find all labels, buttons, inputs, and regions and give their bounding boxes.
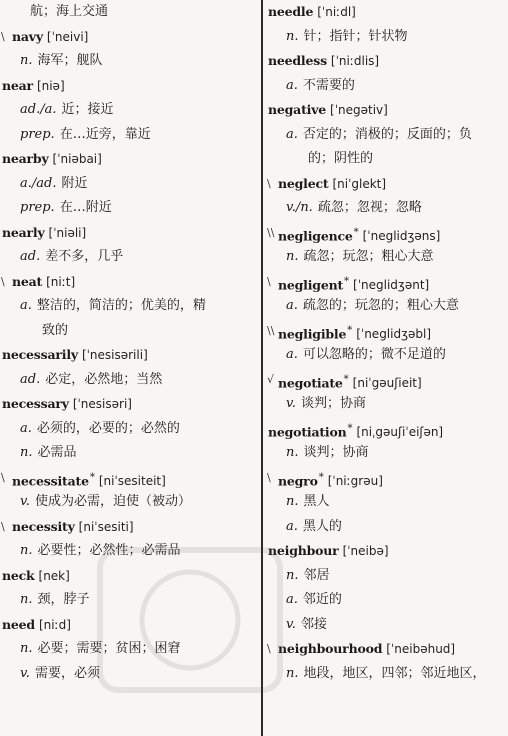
entry-headword-line — [2, 221, 260, 246]
definition-line — [268, 294, 506, 319]
definition-text: 在…附近 — [59, 200, 112, 215]
part-of-speech: a. — [286, 518, 298, 534]
pronunciation: [nek] — [38, 568, 70, 583]
headword: necessity — [12, 518, 75, 534]
check-mark: \ — [1, 274, 5, 288]
check-mark: √ — [267, 372, 275, 386]
part-of-speech: n. — [20, 445, 33, 460]
entry-headword-line — [268, 221, 506, 246]
entry-headword-line — [2, 270, 260, 295]
pronunciation: [ˈneglidʒənt] — [353, 277, 430, 292]
definition-text: 可以忽略的；微不足道的 — [302, 347, 446, 362]
star-mark: * — [353, 226, 359, 238]
definition-line — [2, 637, 260, 662]
star-mark: * — [347, 422, 353, 434]
part-of-speech: a. — [286, 77, 298, 93]
star-mark: * — [347, 324, 353, 336]
star-mark: * — [89, 471, 95, 483]
entry-headword-line — [268, 98, 506, 123]
definition-line — [2, 539, 260, 564]
headword: needle — [268, 4, 314, 19]
definition-text: 疏忽；玩忽；粗心大意 — [303, 249, 434, 264]
part-of-speech: n. — [20, 543, 33, 558]
definition-line — [2, 294, 260, 319]
entry-headword-line — [2, 564, 260, 589]
part-of-speech: a./ad. — [20, 175, 57, 191]
definition-line — [268, 515, 506, 540]
part-of-speech: a. — [286, 298, 298, 313]
check-mark: \ — [267, 642, 271, 655]
definition-text: 必要性；必然性；必需品 — [37, 543, 181, 558]
definition-text: 疏忽的；玩忽的；粗心大意 — [302, 298, 459, 313]
definition-line — [2, 98, 260, 123]
entry-headword-line — [2, 466, 260, 491]
part-of-speech: a. — [286, 126, 298, 142]
definition-text: 在…近旁，靠近 — [59, 126, 151, 142]
definition-line — [268, 196, 506, 221]
definition-line — [2, 490, 260, 515]
headword: need — [2, 616, 35, 632]
left-column — [2, 0, 260, 686]
definition-line — [2, 245, 260, 270]
definition-text: 谈判；协商 — [303, 445, 369, 460]
definition-text: 整洁的，简洁的；优美的，精 — [36, 298, 206, 313]
column-divider — [261, 0, 263, 736]
headword: neglect — [278, 175, 329, 191]
part-of-speech: ad. — [20, 371, 41, 387]
definition-line — [268, 613, 506, 638]
pronunciation: [ˈniːgrəu] — [327, 473, 383, 488]
definition-text: 疏忽；忽视；忽略 — [317, 200, 422, 215]
part-of-speech: n. — [20, 641, 33, 656]
part-of-speech: v. — [286, 396, 296, 411]
definition-line — [2, 172, 260, 197]
definition-text: 邻居 — [303, 567, 330, 583]
entry-headword-line — [268, 0, 506, 25]
pronunciation: [niˈgəuʃieit] — [352, 375, 422, 390]
pronunciation: [niˈsesiti] — [78, 519, 134, 534]
headword: neighbour — [268, 543, 339, 558]
definition-text: 必需品 — [37, 445, 77, 460]
definition-text: 附近 — [61, 175, 88, 191]
definition-line — [268, 74, 506, 99]
headword: nearby — [2, 151, 49, 166]
headword: negligence — [278, 227, 353, 243]
part-of-speech: prep. — [20, 200, 55, 215]
headword: neighbourhood — [278, 641, 383, 656]
definition-text: 海军；舰队 — [37, 53, 103, 68]
pronunciation: [ˈniəbai] — [52, 152, 102, 166]
pronunciation: [niə] — [36, 78, 65, 93]
part-of-speech: v. — [20, 665, 30, 681]
definition-continuation: 致的 — [42, 322, 69, 338]
check-mark: \\ — [267, 323, 275, 337]
entry-headword-line — [2, 147, 260, 172]
entry-headword-line — [268, 49, 506, 74]
part-of-speech: n. — [20, 53, 33, 68]
entry-headword-line — [2, 392, 260, 417]
pronunciation: [niˈsesiteit] — [98, 473, 166, 488]
definition-text: 差不多，几乎 — [45, 249, 124, 264]
part-of-speech: v. — [286, 616, 296, 632]
headword: neat — [12, 273, 43, 289]
entry-headword-line — [2, 613, 260, 638]
star-mark: * — [344, 275, 350, 287]
definition-line — [268, 441, 506, 466]
part-of-speech: v./n. — [286, 200, 313, 215]
definition-text: 地段，地区，四邻；邻近地区， — [303, 665, 486, 681]
entry-headword-line — [268, 270, 506, 295]
entry-headword-line — [268, 172, 506, 197]
entry-headword-line — [2, 25, 260, 50]
definition-line — [268, 662, 506, 687]
entry-headword-line — [268, 637, 506, 662]
entry-headword-line — [2, 74, 260, 99]
headword: nearly — [2, 224, 45, 240]
part-of-speech: v. — [20, 494, 30, 509]
definition-text: 针；指针；针状物 — [303, 28, 408, 44]
headword: necessary — [2, 396, 69, 411]
pronunciation: [ˈniːdlis] — [330, 54, 380, 68]
part-of-speech: n. — [286, 494, 299, 509]
part-of-speech: n. — [286, 445, 299, 460]
definition-line — [268, 392, 506, 417]
part-of-speech: a. — [286, 592, 298, 607]
definition-text: 必要；需要；贫困；困窘 — [37, 641, 181, 656]
pronunciation: [ˈneibəhud] — [386, 642, 456, 656]
definition-line — [2, 123, 260, 148]
definition-line — [2, 588, 260, 613]
check-mark: \ — [1, 519, 5, 533]
pronunciation: [ˈneibə] — [342, 544, 389, 558]
definition-text: 近；接近 — [61, 102, 114, 117]
check-mark: \ — [267, 176, 271, 190]
star-mark: * — [343, 373, 349, 385]
part-of-speech: a. — [20, 420, 32, 436]
pronunciation: [ˈneglidʒəns] — [362, 228, 441, 243]
definition-line — [268, 343, 506, 368]
definition-line — [268, 25, 506, 50]
headword: negative — [268, 102, 327, 117]
headword: necessarily — [2, 347, 78, 362]
definition-text: 黑人的 — [302, 518, 342, 534]
check-mark: \ — [1, 470, 5, 484]
check-mark: \ — [267, 274, 271, 288]
definition-text: 颈，脖子 — [37, 592, 90, 607]
definition-text: 黑人 — [303, 494, 330, 509]
definition-continuation: 的；阴性的 — [308, 151, 374, 166]
part-of-speech: ad./a. — [20, 102, 57, 117]
definition-line — [2, 49, 260, 74]
entry-headword-line — [268, 417, 506, 442]
pronunciation: [niˌgəuʃiˈeiʃən] — [356, 424, 444, 439]
headword: negro — [278, 472, 318, 488]
definition-text: 必定，必然地；当然 — [45, 371, 163, 387]
pronunciation: [niːd] — [38, 617, 71, 632]
entry-headword-line — [2, 515, 260, 540]
definition-text: 不需要的 — [302, 77, 355, 93]
part-of-speech: n. — [286, 665, 299, 681]
headword: neck — [2, 567, 35, 583]
pronunciation: [niːt] — [46, 274, 76, 289]
entry-headword-line — [268, 466, 506, 491]
part-of-speech: a. — [286, 347, 298, 362]
headword: negotiation — [268, 423, 347, 439]
pronunciation: [ˈneivi] — [46, 29, 89, 44]
pronunciation: [ˈniəli] — [48, 225, 87, 240]
definition-line — [2, 662, 260, 687]
part-of-speech: ad. — [20, 249, 41, 264]
check-mark: \ — [1, 29, 5, 43]
entry-headword-line — [268, 368, 506, 393]
part-of-speech: prep. — [20, 126, 55, 142]
definition-text: 否定的；消极的；反面的；负 — [302, 126, 472, 142]
pronunciation: [ˈnegətiv] — [330, 103, 388, 117]
headword: negotiate — [278, 374, 343, 390]
definition-text: 谈判；协商 — [300, 396, 366, 411]
continued-text: 航；海上交通 — [30, 4, 109, 19]
definition-text: 需要，必须 — [34, 665, 100, 681]
definition-line — [2, 417, 260, 442]
definition-line — [268, 490, 506, 515]
star-mark: * — [318, 471, 324, 483]
definition-line — [2, 368, 260, 393]
definition-text: 邻接 — [300, 616, 327, 632]
part-of-speech: a. — [20, 298, 32, 313]
headword: negligent — [278, 276, 344, 292]
pronunciation: [ˈniːdl] — [317, 5, 356, 19]
part-of-speech: n. — [286, 28, 299, 44]
definition-line — [2, 196, 260, 221]
pronunciation: [ˈnesisəri] — [72, 397, 132, 411]
definition-line — [2, 441, 260, 466]
definition-text: 必须的，必要的；必然的 — [36, 420, 180, 436]
headword: necessitate — [12, 472, 89, 488]
part-of-speech: n. — [286, 567, 299, 583]
headword: navy — [12, 28, 43, 44]
part-of-speech: n. — [286, 249, 299, 264]
definition-line — [268, 588, 506, 613]
headword: near — [2, 77, 33, 93]
headword: needless — [268, 53, 327, 68]
pronunciation: [ˈnesisərili] — [81, 348, 148, 362]
definition-text: 邻近的 — [302, 592, 342, 607]
check-mark: \\ — [267, 225, 275, 239]
headword: negligible — [278, 325, 347, 341]
pronunciation: [niˈglekt] — [332, 176, 387, 191]
definition-line — [268, 245, 506, 270]
part-of-speech: n. — [20, 592, 33, 607]
definition-line — [268, 123, 506, 148]
entry-headword-line — [268, 319, 506, 344]
entry-headword-line — [268, 539, 506, 564]
entry-headword-line — [2, 343, 260, 368]
check-mark: \ — [267, 470, 271, 484]
definition-line — [268, 564, 506, 589]
right-column — [268, 0, 506, 686]
pronunciation: [ˈneglidʒəbl] — [356, 326, 432, 341]
definition-text: 使成为必需，迫使（被动） — [34, 494, 191, 509]
